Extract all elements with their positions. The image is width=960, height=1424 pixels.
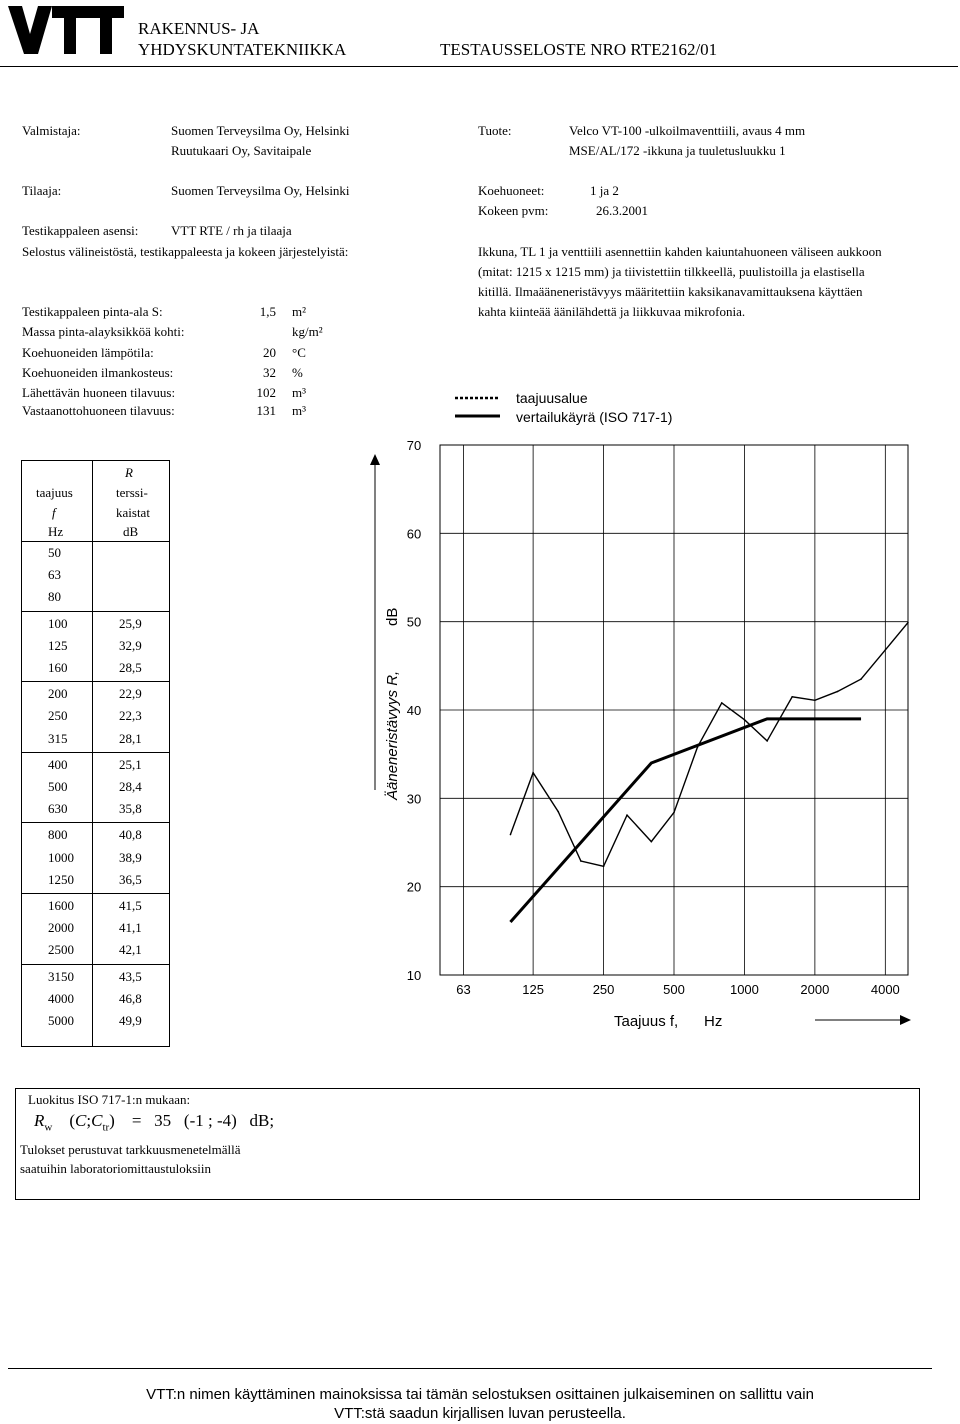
- table-cell-r: 28,5: [119, 660, 142, 675]
- c-close: ): [109, 1111, 115, 1130]
- table-cell-frequency: 3150: [48, 968, 74, 984]
- data-point-measured: [814, 699, 816, 701]
- data-point-measured: [603, 866, 605, 868]
- x-tick-label: 2000: [800, 982, 830, 997]
- y-axis-unit: dB: [384, 607, 401, 626]
- param-value: 20: [263, 345, 276, 360]
- data-point-measured: [744, 719, 746, 721]
- asensi-label: Testikappaleen asensi:: [22, 223, 139, 238]
- tuote-1: Velco VT-100 -ulkoilmaventtiili, avaus 4 mm: [569, 123, 806, 138]
- data-point-measured: [791, 696, 793, 698]
- data-point-measured: [673, 812, 675, 814]
- data-point-measured: [626, 814, 628, 816]
- c-open: (: [69, 1111, 76, 1130]
- param-label: Vastaanottohuoneen tilavuus:: [22, 403, 175, 418]
- param-label: Massa pinta-alayksikköä kohti:: [22, 324, 185, 339]
- col-header-freq: taajuus: [36, 485, 73, 500]
- classification-title: Luokitus ISO 717-1:n mukaan:: [28, 1092, 191, 1107]
- rating-result: = 35 (-1 ; -4) dB;: [131, 1111, 275, 1130]
- table-row-divider: [22, 541, 169, 542]
- x-tick-label: 500: [663, 982, 685, 997]
- param-label: Koehuoneiden ilmankosteus:: [22, 365, 174, 380]
- y-axis-arrow-head: [370, 454, 380, 465]
- table-cell-frequency: 800: [48, 827, 68, 843]
- table-cell-frequency: 630: [48, 801, 68, 817]
- data-point-measured: [860, 678, 862, 680]
- rw-sub: w: [44, 1121, 53, 1134]
- table-cell-frequency: 160: [48, 660, 68, 675]
- legend-label-range: taajuusalue: [516, 390, 588, 406]
- y-tick-label: 30: [406, 791, 422, 807]
- table-cell-frequency: 1600: [48, 898, 74, 913]
- koehuoneet: 1 ja 2: [590, 183, 619, 198]
- tilaaja: Suomen Terveysilma Oy, Helsinki: [171, 183, 350, 198]
- param-value: 102: [256, 385, 276, 400]
- table-cell-frequency: 63: [48, 567, 61, 583]
- table-cell-frequency: 200: [48, 686, 68, 702]
- table-row-divider: [22, 752, 169, 753]
- ctr-symbol: C: [91, 1111, 103, 1130]
- desc-3: kitillä. Ilmaääneneristävyys määritettiin kaksikanavamittauksena käyttäen: [478, 284, 863, 299]
- asensi: VTT RTE / rh ja tilaaja: [171, 223, 292, 238]
- y-tick-label: 50: [406, 614, 422, 630]
- table-cell-r: 22,9: [119, 686, 142, 702]
- selostus-label: Selostus välineistöstä, testikappaleesta ja kokeen järjestelyistä:: [22, 244, 349, 259]
- param-value: 32: [263, 365, 276, 380]
- data-point-measured: [837, 691, 839, 693]
- table-row-divider: [22, 893, 169, 894]
- col-header-r-unit: dB: [123, 524, 139, 539]
- ctr-sub: tr: [102, 1121, 110, 1134]
- table-cell-r: 35,8: [119, 801, 142, 817]
- org-line-2: YHDYSKUNTATEKNIIKKA: [138, 40, 347, 59]
- table-cell-r: 28,4: [119, 779, 142, 794]
- col-header-freq-unit: Hz: [48, 524, 64, 539]
- org-line-1: RAKENNUS- JA: [138, 19, 260, 38]
- param-value: 131: [256, 403, 276, 418]
- classification-note-2: saatuihin laboratoriomittaustuloksiin: [20, 1161, 212, 1176]
- pvm: 26.3.2001: [596, 203, 648, 218]
- table-cell-r: 25,1: [119, 756, 142, 772]
- y-tick-label: 10: [406, 968, 422, 983]
- table-cell-r: 32,9: [119, 637, 142, 653]
- x-tick-label: 1000: [729, 982, 759, 997]
- param-unit: m³: [292, 403, 307, 418]
- y-tick-label: 20: [406, 879, 422, 895]
- footer-line-2: VTT:stä saadun kirjallisen luvan perusteella.: [334, 1405, 626, 1422]
- table-divider: [92, 461, 93, 1046]
- table-cell-r: 41,5: [119, 898, 142, 913]
- series-line-measured: [510, 623, 908, 867]
- legend-label-reference: vertailukäyrä (ISO 717-1): [516, 409, 673, 425]
- x-tick-label: 125: [522, 982, 544, 997]
- table-row-divider: [22, 681, 169, 682]
- valmistaja-label: Valmistaja:: [22, 123, 81, 138]
- table-cell-r: 42,1: [119, 942, 142, 958]
- table-row-divider: [22, 822, 169, 823]
- vtt-logo: [6, 4, 126, 56]
- chart-legend: [440, 384, 740, 430]
- table-cell-r: 49,9: [119, 1013, 142, 1028]
- report-number: TESTAUSSELOSTE NRO RTE2162/01: [440, 40, 718, 59]
- table-cell-frequency: 1000: [48, 849, 74, 865]
- y-tick-label: 60: [406, 526, 422, 542]
- table-cell-frequency: 2000: [48, 920, 74, 936]
- data-point-measured: [697, 746, 699, 748]
- sound-insulation-chart: [360, 430, 940, 1040]
- table-cell-frequency: 125: [48, 637, 68, 653]
- desc-1: Ikkuna, TL 1 ja venttiili asennettiin kahden kaiuntahuoneen väliseen aukkoon: [478, 244, 882, 259]
- x-axis-arrow-head: [900, 1015, 911, 1025]
- table-cell-frequency: 4000: [48, 990, 74, 1006]
- col-header-r-2: kaistat: [116, 505, 150, 520]
- data-point-measured: [580, 860, 582, 862]
- pvm-label: Kokeen pvm:: [478, 203, 549, 218]
- desc-4: kahta kiinteää äänilähdettä ja liikkuvaa mikrofonia.: [478, 304, 746, 319]
- koehuoneet-label: Koehuoneet:: [478, 183, 545, 198]
- table-cell-frequency: 2500: [48, 942, 74, 958]
- rating-line: [34, 1111, 274, 1133]
- param-unit: kg/m²: [292, 324, 323, 339]
- param-value: 1,5: [259, 304, 276, 319]
- table-cell-frequency: 100: [48, 615, 68, 631]
- param-unit: °C: [292, 345, 306, 360]
- table-cell-r: 38,9: [119, 849, 142, 865]
- x-tick-label: 63: [456, 982, 471, 997]
- y-axis-label: Ääneneristävyys R,: [384, 670, 401, 800]
- table-cell-r: 40,8: [119, 827, 142, 843]
- data-point-measured: [557, 811, 559, 813]
- classification-note-1: Tulokset perustuvat tarkkuusmenetelmällä: [20, 1142, 241, 1157]
- header-rule: [0, 66, 958, 67]
- x-tick-label: 4000: [870, 982, 900, 997]
- table-cell-frequency: 50: [48, 545, 61, 560]
- table-cell-r: 25,9: [119, 615, 142, 631]
- tuote-2: MSE/AL/172 -ikkuna ja tuuletusluukku 1: [569, 143, 786, 158]
- table-row-divider: [22, 964, 169, 965]
- tilaaja-label: Tilaaja:: [22, 183, 62, 198]
- table-row-divider: [22, 611, 169, 612]
- table-cell-frequency: 315: [48, 730, 68, 746]
- x-axis-unit: Hz: [704, 1013, 723, 1030]
- table-cell-r: 22,3: [119, 708, 142, 724]
- footer-rule: [8, 1368, 932, 1369]
- table-cell-frequency: 5000: [48, 1013, 74, 1028]
- param-label: Lähettävän huoneen tilavuus:: [22, 385, 176, 400]
- data-point-measured: [510, 834, 512, 836]
- data-point-measured: [721, 702, 723, 704]
- data-point-measured: [651, 841, 653, 843]
- c-symbol: C: [75, 1111, 87, 1130]
- table-cell-frequency: 250: [48, 708, 68, 724]
- param-label: Testikappaleen pinta-ala S:: [22, 304, 163, 319]
- series-line-reference: [510, 719, 861, 922]
- col-header-r-1: terssi-: [116, 485, 148, 500]
- desc-2: (mitat: 1215 x 1215 mm) ja tiivistettiin tilkkeellä, puulistoilla ja elastisella: [478, 264, 865, 279]
- table-cell-r: 36,5: [119, 871, 142, 887]
- c-sep: ;: [86, 1111, 92, 1130]
- col-header-r: R: [125, 465, 133, 480]
- classification-box: [15, 1088, 920, 1200]
- x-axis-label: Taajuus f,: [614, 1013, 679, 1030]
- tuote-label: Tuote:: [478, 123, 512, 138]
- table-cell-frequency: 80: [48, 589, 61, 605]
- table-cell-r: 43,5: [119, 968, 142, 984]
- table-cell-frequency: 1250: [48, 871, 74, 887]
- table-cell-r: 46,8: [119, 990, 142, 1006]
- table-cell-r: 28,1: [119, 730, 142, 746]
- data-point-measured: [766, 740, 768, 742]
- param-unit: m²: [292, 304, 307, 319]
- param-label: Koehuoneiden lämpötila:: [22, 345, 154, 360]
- y-tick-label: 40: [406, 703, 422, 718]
- param-unit: m³: [292, 385, 307, 400]
- data-point-measured: [907, 622, 909, 624]
- table-cell-frequency: 500: [48, 779, 68, 794]
- y-tick-label: 70: [406, 438, 422, 453]
- frequency-table: [21, 460, 170, 1047]
- footer-line-1: VTT:n nimen käyttäminen mainoksissa tai tämän selostuksen osittainen julkaiseminen on sallittu vain: [146, 1386, 814, 1403]
- table-cell-frequency: 400: [48, 756, 68, 772]
- data-point-measured: [885, 649, 887, 651]
- x-tick-label: 250: [592, 982, 615, 997]
- valmistaja-2: Ruutukaari Oy, Savitaipale: [171, 143, 312, 158]
- data-point-measured: [532, 772, 534, 774]
- param-unit: %: [292, 365, 303, 380]
- col-header-freq-symbol: f: [52, 505, 56, 520]
- valmistaja-1: Suomen Terveysilma Oy, Helsinki: [171, 123, 350, 138]
- table-cell-r: 41,1: [119, 920, 142, 936]
- rw-symbol: R: [34, 1111, 45, 1130]
